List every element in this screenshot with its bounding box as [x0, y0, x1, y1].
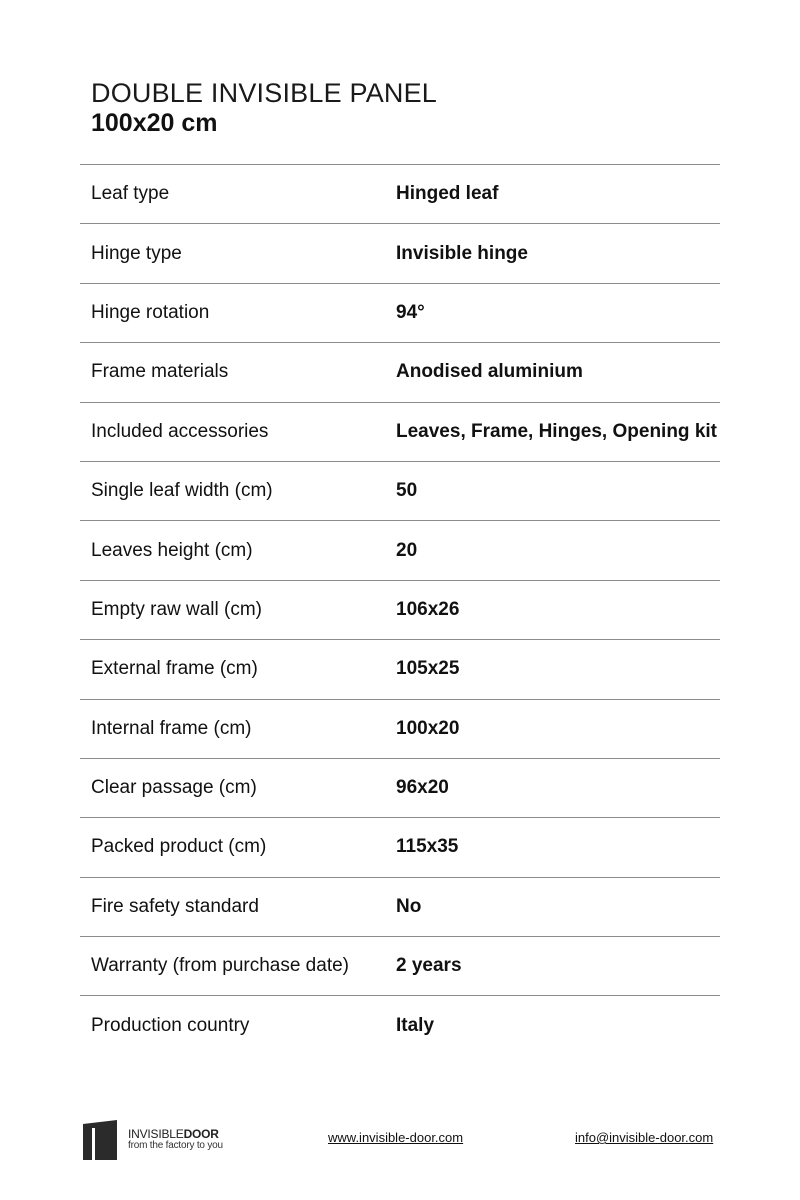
spec-value: Anodised aluminium: [396, 361, 583, 383]
spec-row: [80, 640, 720, 699]
spec-row: [80, 996, 720, 1055]
spec-label: External frame (cm): [91, 658, 258, 680]
email-link[interactable]: info@invisible-door.com: [575, 1130, 714, 1145]
spec-row: [80, 343, 720, 402]
spec-value: 105x25: [396, 658, 460, 680]
spec-row: [80, 937, 720, 996]
spec-label: Frame materials: [91, 361, 229, 383]
website-link[interactable]: www.invisible-door.com: [328, 1130, 464, 1145]
spec-value: Hinged leaf: [396, 183, 499, 205]
spec-label: Hinge rotation: [91, 301, 210, 323]
spec-row: [80, 165, 720, 224]
document-title: DOUBLE INVISIBLE PANEL: [91, 78, 438, 108]
spec-row: [80, 581, 720, 640]
spec-value: 106x26: [396, 598, 460, 620]
spec-value: 20: [396, 539, 418, 561]
spec-value: Italy: [396, 1015, 435, 1037]
spec-label: Fire safety standard: [91, 895, 259, 917]
spec-row: [80, 878, 720, 937]
spec-label: Empty raw wall (cm): [91, 598, 263, 620]
spec-row: [80, 284, 720, 343]
spec-label: Clear passage (cm): [91, 777, 257, 799]
spec-row: [80, 403, 720, 462]
spec-label: Single leaf width (cm): [91, 480, 273, 502]
spec-label: Leaves height (cm): [91, 539, 253, 561]
spec-row: [80, 521, 720, 580]
spec-row: [80, 759, 720, 818]
door-logo-icon: [83, 1120, 123, 1160]
logo-name-light: INVISIBLE: [128, 1127, 184, 1141]
spec-label: Warranty (from purchase date): [91, 955, 349, 977]
spec-value: 2 years: [396, 955, 462, 977]
spec-table: [80, 164, 720, 1056]
spec-value: Leaves, Frame, Hinges, Opening kit: [396, 420, 717, 442]
spec-label: Included accessories: [91, 420, 269, 442]
spec-label: Internal frame (cm): [91, 717, 252, 739]
spec-row: [80, 700, 720, 759]
footer: [0, 1116, 800, 1164]
spec-value: 100x20: [396, 717, 460, 739]
logo-name-bold: DOOR: [183, 1127, 219, 1141]
brand-logo[interactable]: [83, 1120, 223, 1160]
logo-wordmark: [128, 1128, 223, 1140]
spec-value: 94°: [396, 301, 425, 323]
document-subtitle: 100x20 cm: [91, 109, 218, 137]
spec-label: Hinge type: [91, 242, 182, 264]
spec-value: No: [396, 895, 422, 917]
spec-label: Leaf type: [91, 183, 170, 205]
spec-row: [80, 818, 720, 877]
spec-value: 50: [396, 480, 418, 502]
logo-tagline: from the factory to you: [128, 1140, 223, 1151]
spec-value: 115x35: [396, 836, 459, 858]
logo-text: [128, 1128, 223, 1152]
spec-value: 96x20: [396, 777, 449, 799]
spec-value: Invisible hinge: [396, 242, 528, 264]
spec-label: Production country: [91, 1015, 250, 1037]
spec-row: [80, 462, 720, 521]
spec-label: Packed product (cm): [91, 836, 267, 858]
document-header: [91, 78, 437, 138]
spec-row: [80, 224, 720, 283]
